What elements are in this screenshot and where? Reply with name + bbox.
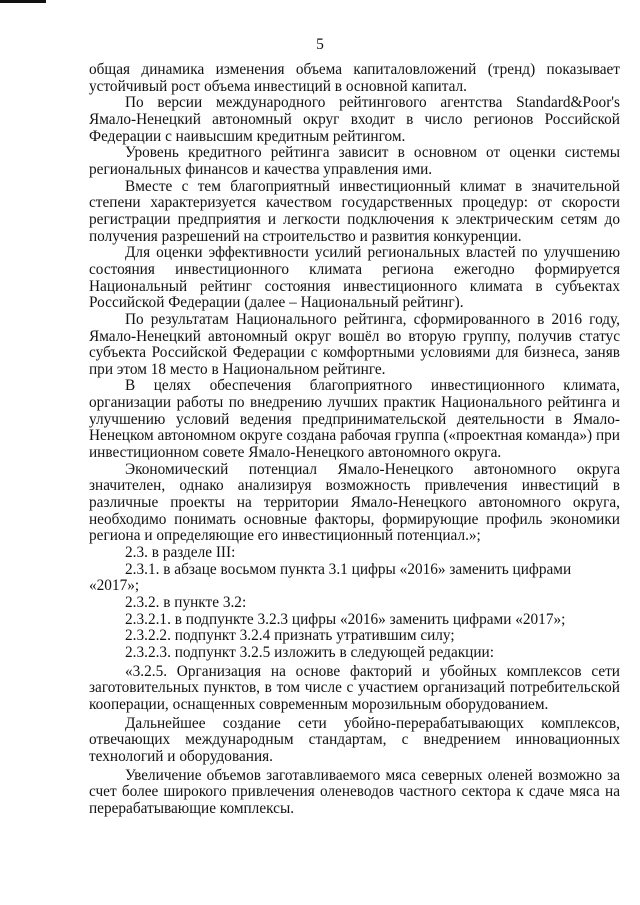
paragraph-national-rating: Для оценки эффективности усилий региональных властей по улучшению состояния инвестиционного климата региона ежегодно формируется Национальный рейтинг состояния инвестиционного климата в субъектах Российской Федерации (далее – Национальный рейтинг). (89, 244, 620, 312)
amendment-2-3-2-2: 2.3.2.2. подпункт 3.2.4 признать утратившим силу; (125, 627, 455, 645)
amendment-2-3: 2.3. в разделе III: (125, 544, 236, 562)
paragraph-investment-climate: Вместе с тем благоприятный инвестиционный климат в значительной степени характеризуется качеством государственных процедур: от скорости регистрации предприятия и легкости подключения к электрическим сетям до получения разрешений на строительство и развития конкуренции. (89, 177, 620, 245)
amendment-2-3-2: 2.3.2. в пункте 3.2: (125, 594, 247, 611)
paragraph-credit-rating-level: Уровень кредитного рейтинга зависит в основном от оценки системы региональных финансов и качества управления ими. (89, 144, 620, 178)
page-number: 5 (316, 36, 324, 53)
amendment-2-3-1: 2.3.1. в абзаце восьмом пункта 3.1 цифры «2016» заменить цифрами «2017»; (89, 560, 572, 595)
new-subclause-3-2-5: «3.2.5. Организация на основе факторий и убойных комплексов сети заготовительных пунктов, в том числе с участием организаций потребительской кооперации, оснащенных современным морозильным оборудованием. (89, 662, 620, 713)
document-body (89, 62, 620, 818)
paragraph-slaughter-complexes: Дальнейшее создание сети убойно-перерабатывающих комплексов, отвечающих международным стандартам, с внедрением инновационных технологий и оборудования. (89, 714, 620, 765)
paragraph-economic-potential: Экономический потенциал Ямало-Ненецкого автономного округа значителен, однако анализируя возможность привлечения инвестиций в различные проекты на территории Ямало-Ненецкого автономного округа, необходимо понимать основные факторы, формирующие профиль экономики региона и определяющие его инвестиционный потенциал.»; (89, 460, 620, 545)
paragraph-capital-investment-trend: общая динамика изменения объема капиталовложений (тренд) показывает устойчивый рост объема инвестиций в основной капитал. (89, 61, 620, 95)
paragraph-project-team: В целях обеспечения благоприятного инвестиционного климата, организации работы по внедрению лучших практик Национального рейтинга и улучшению условий ведения предпринимательской деятельности в Ямало-Ненецком автономном округе создана рабочая группа («проектная команда») при инвестиционном совете Ямало-Ненецкого автономного округа. (89, 377, 620, 462)
paragraph-rating-results-2016: По результатам Национального рейтинга, сформированного в 2016 году, Ямало-Ненецкий автономный округ вошёл во вторую группу, получив статус субъекта Российской Федерации с комфортными условиями для бизнеса, заняв при этом 18 место в Национальном рейтинге. (89, 310, 620, 378)
amendment-2-3-2-3: 2.3.2.3. подпункт 3.2.5 изложить в следующей редакции: (125, 643, 494, 661)
amendment-2-3-2-1: 2.3.2.1. в подпункте 3.2.3 цифры «2016» заменить цифрами «2017»; (125, 610, 566, 628)
paragraph-credit-rating-agency: По версии международного рейтингового агентства Standard&Poor's Ямало-Ненецкий автономный округ входит в число регионов Российской Федерации с наивысшим кредитным рейтингом. (89, 94, 620, 145)
scan-corner-mark (0, 0, 46, 3)
paragraph-reindeer-meat-volume: Увеличение объемов заготавливаемого мяса северных оленей возможно за счет более широкого привлечения оленеводов частного сектора к сдаче мяса на перерабатывающие комплексы. (89, 766, 620, 817)
